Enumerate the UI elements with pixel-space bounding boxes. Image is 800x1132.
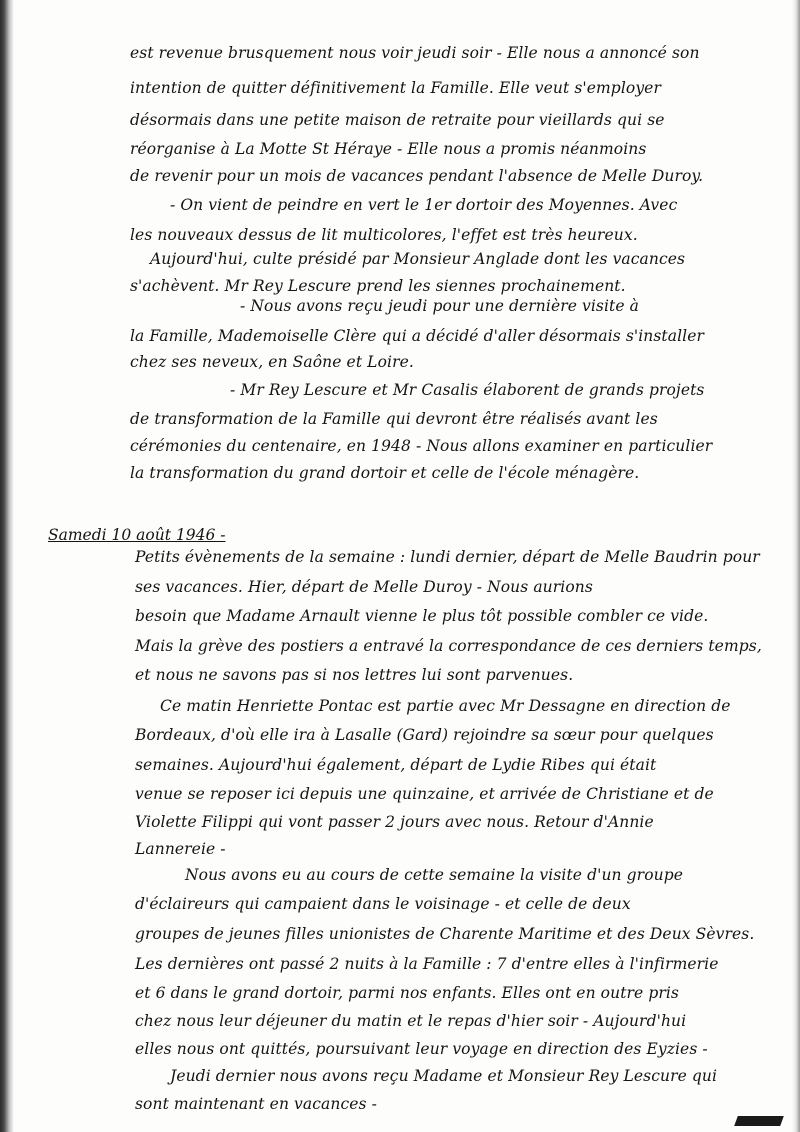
scan-corner-mark xyxy=(734,1116,784,1126)
text-line: la Famille, Mademoiselle Clère qui a décidé d'aller désormais s'installer xyxy=(130,327,705,345)
text-line: Ce matin Henriette Pontac est partie avec Mr Dessagne en direction de xyxy=(160,697,731,715)
text-line: d'éclaireurs qui campaient dans le voisinage - et celle de deux xyxy=(135,895,631,913)
text-line: de revenir pour un mois de vacances pendant l'absence de Melle Duroy. xyxy=(130,167,704,185)
scan-right-edge-shadow xyxy=(792,0,800,1132)
text-line: de transformation de la Famille qui devront être réalisés avant les xyxy=(130,410,658,428)
text-line: - Mr Rey Lescure et Mr Casalis élaborent de grands projets xyxy=(230,381,705,399)
text-line: - Nous avons reçu jeudi pour une dernière visite à xyxy=(240,297,640,315)
text-line: besoin que Madame Arnault vienne le plus tôt possible combler ce vide. xyxy=(135,607,709,625)
text-line: chez ses neveux, en Saône et Loire. xyxy=(130,353,414,371)
text-line: la transformation du grand dortoir et celle de l'école ménagère. xyxy=(130,464,640,482)
text-line: et 6 dans le grand dortoir, parmi nos enfants. Elles ont en outre pris xyxy=(135,984,679,1002)
text-line: réorganise à La Motte St Héraye - Elle nous a promis néanmoins xyxy=(130,140,647,158)
text-line: et nous ne savons pas si nos lettres lui sont parvenues. xyxy=(135,666,574,684)
text-line: elles nous ont quittés, poursuivant leur voyage en direction des Eyzies - xyxy=(135,1040,708,1058)
text-line: intention de quitter définitivement la Famille. Elle veut s'employer xyxy=(130,79,661,97)
text-line: venue se reposer ici depuis une quinzaine, et arrivée de Christiane et de xyxy=(135,785,714,803)
text-line: Nous avons eu au cours de cette semaine la visite d'un groupe xyxy=(185,866,684,884)
text-line: groupes de jeunes filles unionistes de Charente Maritime et des Deux Sèvres. xyxy=(135,925,755,943)
text-line: Violette Filippi qui vont passer 2 jours avec nous. Retour d'Annie xyxy=(135,813,654,831)
text-line: cérémonies du centenaire, en 1948 - Nous allons examiner en particulier xyxy=(130,437,713,455)
text-line: Les dernières ont passé 2 nuits à la Famille : 7 d'entre elles à l'infirmerie xyxy=(135,955,719,973)
text-line: est revenue brusquement nous voir jeudi soir - Elle nous a annoncé son xyxy=(130,44,700,62)
text-line: Lannereie - xyxy=(135,840,226,858)
date-heading: Samedi 10 août 1946 - xyxy=(48,526,226,544)
text-line: désormais dans une petite maison de retraite pour vieillards qui se xyxy=(130,111,665,129)
text-line: - On vient de peindre en vert le 1er dortoir des Moyennes. Avec xyxy=(170,196,678,214)
text-line: s'achèvent. Mr Rey Lescure prend les siennes prochainement. xyxy=(130,277,626,295)
text-line: Mais la grève des postiers a entravé la correspondance de ces derniers temps, xyxy=(135,637,762,655)
text-line: les nouveaux dessus de lit multicolores, l'effet est très heureux. xyxy=(130,226,638,244)
scan-left-edge-shadow xyxy=(0,0,14,1132)
text-line: Jeudi dernier nous avons reçu Madame et Monsieur Rey Lescure qui xyxy=(170,1067,718,1085)
text-line: Aujourd'hui, culte présidé par Monsieur Anglade dont les vacances xyxy=(150,250,686,268)
text-line: chez nous leur déjeuner du matin et le repas d'hier soir - Aujourd'hui xyxy=(135,1012,687,1030)
text-line: Petits évènements de la semaine : lundi dernier, départ de Melle Baudrin pour xyxy=(135,548,760,566)
text-line: semaines. Aujourd'hui également, départ de Lydie Ribes qui était xyxy=(135,756,657,774)
text-line: Bordeaux, d'où elle ira à Lasalle (Gard) rejoindre sa sœur pour quelques xyxy=(135,726,714,744)
text-line: ses vacances. Hier, départ de Melle Duroy - Nous aurions xyxy=(135,578,593,596)
text-line: sont maintenant en vacances - xyxy=(135,1095,377,1113)
